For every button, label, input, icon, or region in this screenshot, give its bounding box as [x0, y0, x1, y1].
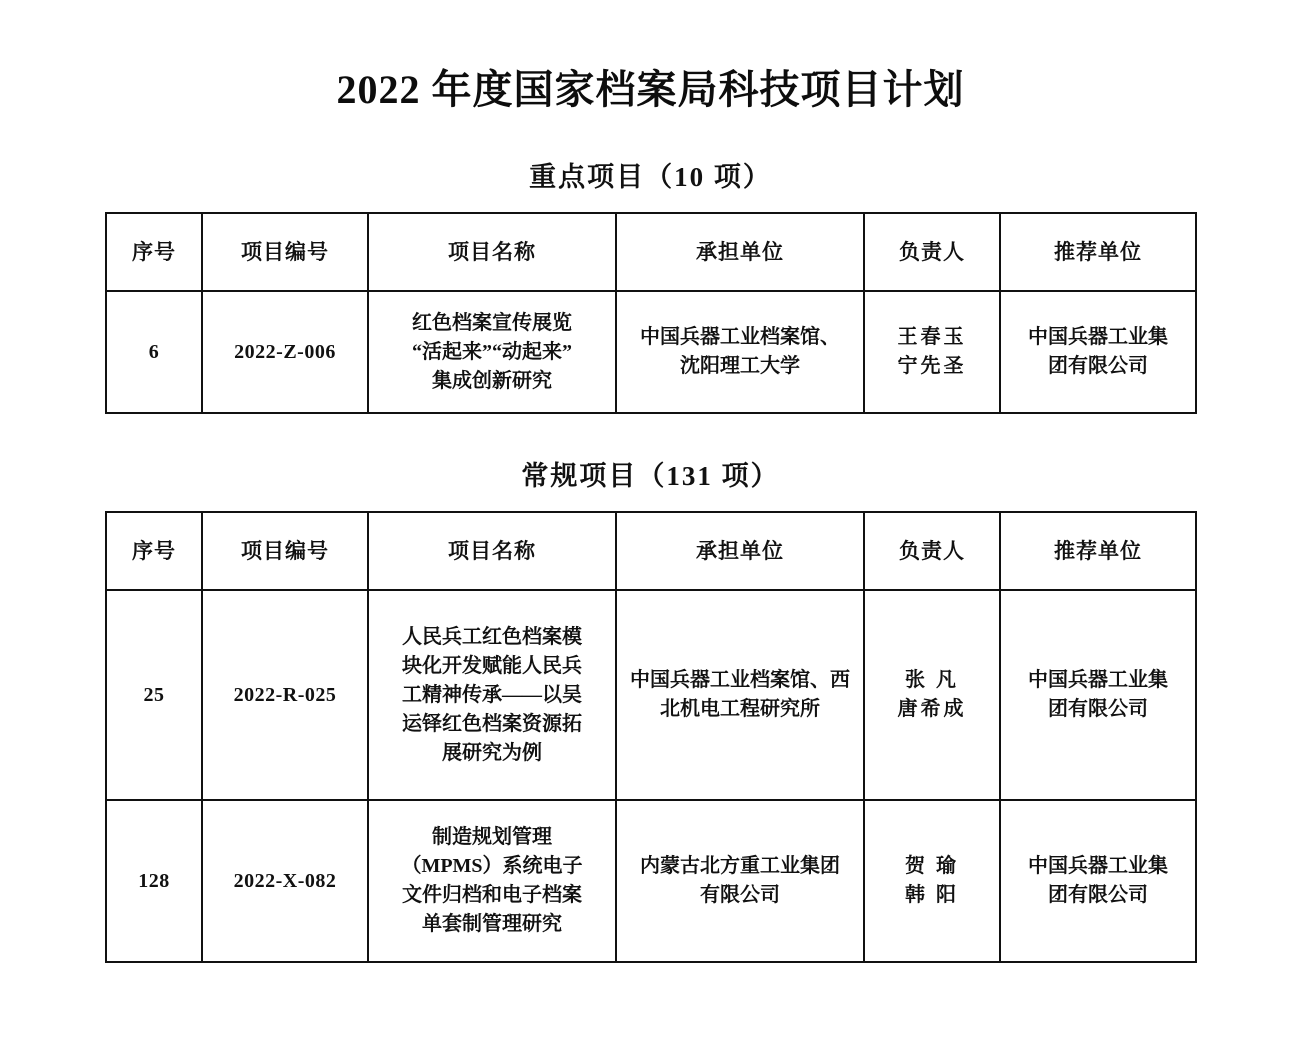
- table-row: [106, 291, 1196, 413]
- cell-unit: [616, 291, 864, 413]
- cell-name-line: 块化开发赋能人民兵: [402, 654, 582, 677]
- cell-no: 6: [106, 291, 202, 413]
- cell-name-line: （MPMS）系统电子: [401, 855, 583, 877]
- column-header-unit: 承担单位: [616, 512, 864, 590]
- column-header-name: 项目名称: [368, 512, 616, 590]
- cell-unit-line: 中国兵器工业档案馆、西: [630, 669, 850, 691]
- section-heading-regular-projects: 常规项目（131 项）: [521, 461, 780, 491]
- cell-head-line: 王春玉: [897, 326, 967, 348]
- column-header-head: 负责人: [864, 512, 1000, 590]
- cell-name-line: 工精神传承——以吴: [402, 683, 582, 706]
- cell-name: [368, 590, 616, 800]
- cell-name: [368, 800, 616, 962]
- cell-name-line: “活起来”“动起来”: [412, 340, 572, 363]
- column-header-head: 负责人: [864, 213, 1000, 291]
- page-title: 2022 年度国家档案局科技项目计划: [336, 67, 965, 112]
- cell-unit-line: 北机电工程研究所: [660, 698, 820, 720]
- cell-unit-line: 沈阳理工大学: [680, 355, 800, 377]
- column-header-recommender: 推荐单位: [1000, 512, 1196, 590]
- column-header-unit: 承担单位: [616, 213, 864, 291]
- table-header-row: [106, 512, 1196, 590]
- cell-no: 128: [106, 800, 202, 962]
- cell-unit-line: 内蒙古北方重工业集团: [640, 855, 840, 877]
- cell-unit-line: 中国兵器工业档案馆、: [640, 326, 840, 348]
- cell-recommender-line: 中国兵器工业集: [1028, 669, 1168, 691]
- table-row: [106, 590, 1196, 800]
- column-header-name: 项目名称: [368, 213, 616, 291]
- column-header-code: 项目编号: [202, 213, 368, 291]
- cell-unit: [616, 590, 864, 800]
- cell-name-line: 文件归档和电子档案: [402, 884, 582, 906]
- table-header-row: [106, 213, 1196, 291]
- cell-recommender-line: 中国兵器工业集: [1028, 326, 1168, 348]
- cell-head: [864, 291, 1000, 413]
- cell-head: [864, 800, 1000, 962]
- cell-head-line: 宁先圣: [897, 355, 967, 377]
- column-header-recommender: 推荐单位: [1000, 213, 1196, 291]
- cell-code: 2022-X-082: [202, 800, 368, 962]
- cell-name-line: 单套制管理研究: [422, 913, 562, 935]
- table-row: [106, 800, 1196, 962]
- cell-name-line: 集成创新研究: [432, 369, 552, 392]
- section-heading-key-projects: 重点项目（10 项）: [529, 162, 772, 192]
- cell-name: [368, 291, 616, 413]
- cell-recommender: [1000, 291, 1196, 413]
- cell-recommender-line: 团有限公司: [1048, 355, 1148, 377]
- cell-code: 2022-R-025: [202, 590, 368, 800]
- cell-head-line: 韩 阳: [905, 884, 959, 906]
- cell-name-line: 红色档案宣传展览: [412, 311, 572, 334]
- cell-no: 25: [106, 590, 202, 800]
- cell-name-line: 人民兵工红色档案模: [402, 625, 582, 648]
- cell-recommender-line: 中国兵器工业集: [1028, 855, 1168, 877]
- cell-recommender-line: 团有限公司: [1048, 698, 1148, 720]
- key-projects-table: [105, 212, 1197, 414]
- cell-head-line: 贺 瑜: [905, 855, 959, 877]
- cell-name-line: 运铎红色档案资源拓: [402, 712, 582, 735]
- cell-name-line: 展研究为例: [442, 741, 542, 764]
- cell-recommender: [1000, 590, 1196, 800]
- regular-projects-table: [105, 511, 1197, 963]
- column-header-no: 序号: [106, 213, 202, 291]
- cell-unit: [616, 800, 864, 962]
- cell-head-line: 唐希成: [897, 698, 967, 720]
- column-header-code: 项目编号: [202, 512, 368, 590]
- cell-recommender: [1000, 800, 1196, 962]
- column-header-no: 序号: [106, 512, 202, 590]
- cell-recommender-line: 团有限公司: [1048, 884, 1148, 906]
- cell-head: [864, 590, 1000, 800]
- cell-unit-line: 有限公司: [700, 884, 780, 906]
- cell-code: 2022-Z-006: [202, 291, 368, 413]
- document-page: [0, 58, 1301, 1049]
- cell-name-line: 制造规划管理: [432, 826, 552, 848]
- cell-head-line: 张 凡: [905, 669, 959, 691]
